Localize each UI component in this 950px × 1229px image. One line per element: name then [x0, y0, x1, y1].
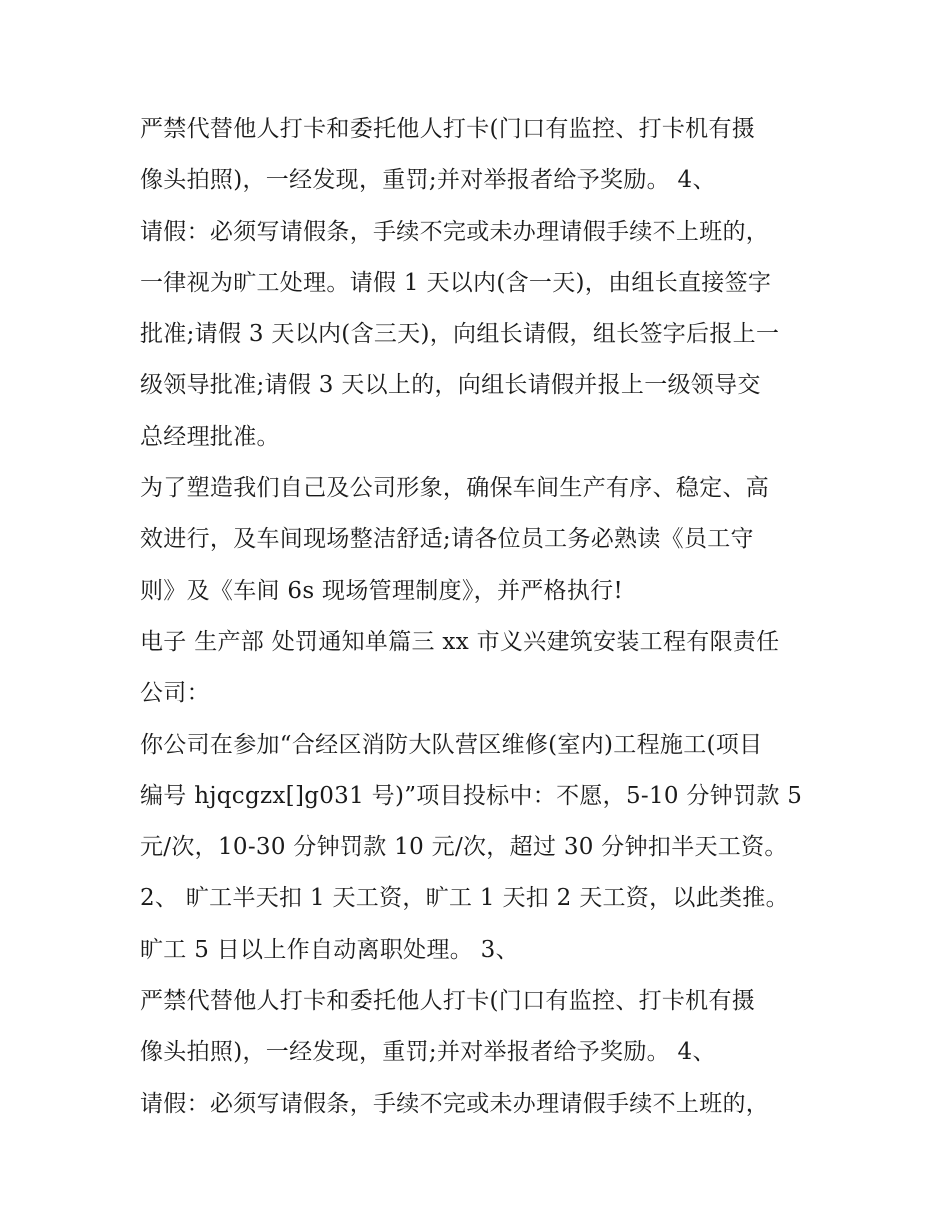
text-line: 则》及《车间 6s 现场管理制度》，并严格执行!: [140, 577, 624, 604]
document-body: [140, 104, 830, 1130]
text-line: 2、 旷工半天扣 1 天工资，旷工 1 天扣 2 天工资，以此类推。: [140, 885, 789, 912]
text-line: 批准;请假 3 天以内(含三天)，向组长请假，组长签字后报上一: [140, 321, 780, 348]
text-line: 像头拍照)，一经发现，重罚;并对举报者给予奖励。 4、: [140, 167, 716, 194]
text-line: 你公司在参加“合经区消防大队营区维修(室内)工程施工(项目: [140, 731, 763, 758]
text-line: 为了塑造我们自己及公司形象，确保车间生产有序、稳定、高: [140, 475, 770, 502]
text-line: 公司：: [140, 680, 210, 707]
text-line: 编号 hjqcgzx[]g031 号)”项目投标中：不愿，5-10 分钟罚款 5: [140, 782, 803, 809]
text-line: 请假：必须写请假条，手续不完或未办理请假手续不上班的，: [140, 1090, 770, 1117]
text-line: 旷工 5 日以上作自动离职处理。 3、: [140, 936, 519, 963]
text-line: 总经理批准。: [140, 423, 280, 450]
text-line: 像头拍照)，一经发现，重罚;并对举报者给予奖励。 4、: [140, 1039, 716, 1066]
text-line: 级领导批准;请假 3 天以上的，向组长请假并报上一级领导交: [140, 372, 761, 399]
text-line: 请假：必须写请假条，手续不完或未办理请假手续不上班的，: [140, 218, 770, 245]
text-line: 严禁代替他人打卡和委托他人打卡(门口有监控、打卡机有摄: [140, 988, 756, 1015]
text-line: 效进行，及车间现场整洁舒适;请各位员工务必熟读《员工守: [140, 526, 754, 553]
text-line: 一律视为旷工处理。请假 1 天以内(含一天)，由组长直接签字: [140, 269, 772, 296]
text-line: 严禁代替他人打卡和委托他人打卡(门口有监控、打卡机有摄: [140, 116, 756, 142]
text-line: 电子 生产部 处罚通知单篇三 xx 市义兴建筑安装工程有限责任: [140, 628, 780, 655]
text-line: 元/次，10-30 分钟罚款 10 元/次，超过 30 分钟扣半天工资。: [140, 834, 788, 861]
